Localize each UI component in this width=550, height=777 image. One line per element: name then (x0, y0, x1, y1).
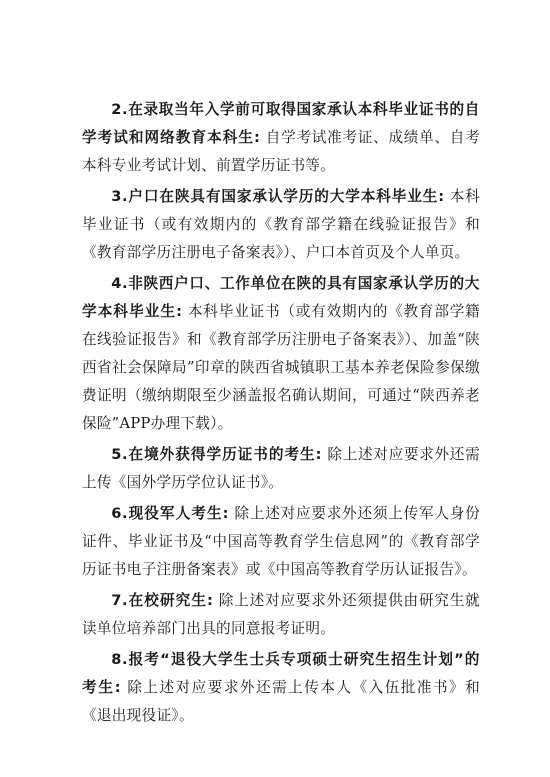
paragraph-body: 除上述对应要求外还须提供由研究生就读单位培养部门出具的同意报考证明。 (82, 592, 480, 637)
paragraph-heading: 6.现役军人考生: (111, 505, 230, 522)
paragraph-body: 除上述对应要求外还须上传军人身份证件、毕业证书及“中国高等教育学生信息网”的《教育部学历证书电子注册备案表》或《中国高等教育学历认证报告》。 (82, 505, 480, 578)
requirement-paragraph-6 (82, 500, 480, 584)
requirement-paragraph-2 (82, 96, 480, 180)
paragraph-heading: 5.在境外获得学历证书的考生: (111, 446, 323, 463)
requirement-paragraph-5 (82, 441, 480, 497)
paragraph-heading: 4.非陕西户口、工作单位在陕的具有国家承认学历的大学本科毕业生: (82, 275, 480, 320)
paragraph-heading: 7.在校研究生: (111, 592, 214, 609)
paragraph-body: 自学考试准考证、成绩单、自考本科专业考试计划、前置学历证书等。 (82, 129, 481, 174)
paragraph-heading: 2.在录取当年入学前可取得国家承认本科毕业证书的自学考试和网络教育本科生: (82, 101, 480, 146)
paragraph-heading: 8.报考“退役大学生士兵专项硕士研究生招生计划”的考生: (82, 651, 480, 696)
paragraph-body: 本科毕业证书（或有效期内的《教育部学籍在线验证报告》和《教育部学历注册电子备案表》）、加盖“陕西省社会保障局”印章的陕西省城镇职工基本养老保险参保缴费证明（缴纳期限至少涵盖报名确认期间，可通过“陕西养老保险”APP办理下载）。 (82, 303, 480, 432)
paragraph-heading: 3.户口在陕具有国家承认学历的大学本科毕业生: (111, 188, 445, 205)
requirement-paragraph-4 (82, 270, 480, 438)
requirement-paragraph-8 (82, 646, 480, 730)
requirement-paragraph-7 (82, 587, 480, 643)
document-page (82, 96, 480, 733)
paragraph-body: 除上述对应要求外还需上传本人《入伍批准书》和《退出现役证》。 (82, 679, 481, 724)
paragraph-body: 除上述对应要求外还需上传《国外学历学位认证书》。 (82, 446, 480, 491)
requirement-paragraph-3 (82, 183, 480, 267)
paragraph-body: 本科毕业证书（或有效期内的《教育部学籍在线验证报告》和《教育部学历注册电子备案表》）、户口本首页及个人单页。 (82, 188, 480, 261)
